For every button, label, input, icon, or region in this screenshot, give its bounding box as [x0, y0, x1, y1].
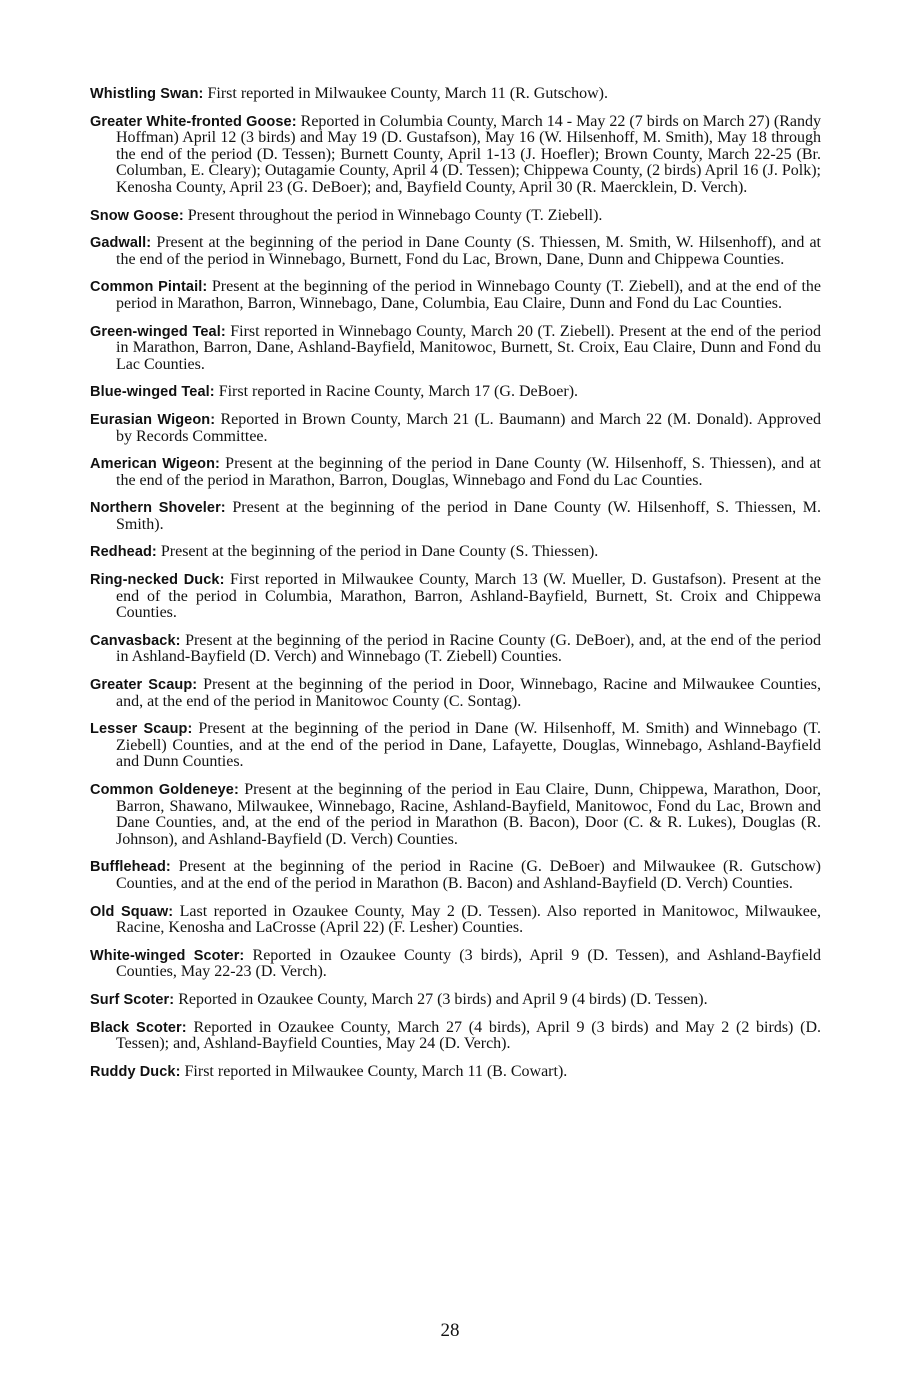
- species-text: Reported in Columbia County, March 14 - May 22 (7 birds on March 27) (Randy Hoffman) April 12 (3 birds) and May 19 (D. Gustafson), May 16 (W. Hilsenhoff, M. Smith), May 18 through the end of the period (D. Tessen); Burnett County, April 1-13 (J. Hoefler); Brown County, March 22-25 (Br. Columban, E. Cleary); Outagamie County, April 4 (D. Tessen); Chippewa County, (2 birds) April 16 (J. Polk); Kenosha County, April 23 (G. DeBoer); and, Bayfield County, April 30 (R. Maercklein, D. Verch).: [116, 112, 821, 196]
- species-entry: [90, 948, 821, 981]
- species-name: Old Squaw:: [90, 903, 174, 920]
- species-entry: [90, 544, 821, 561]
- species-name: American Wigeon:: [90, 456, 220, 473]
- species-name: Greater White-fronted Goose:: [90, 113, 297, 130]
- page-body: [90, 86, 821, 1091]
- species-text: Reported in Brown County, March 21 (L. Baumann) and March 22 (M. Donald). Approved by Records Committee.: [116, 410, 821, 445]
- species-text: Reported in Ozaukee County, March 27 (4 birds), April 9 (3 birds) and May 2 (2 birds) (D. Tessen); and, Ashland-Bayfield Counties, May 24 (D. Verch).: [116, 1018, 821, 1053]
- species-entry: [90, 721, 821, 771]
- species-text: First reported in Milwaukee County, March 11 (R. Gutschow).: [203, 85, 608, 102]
- species-name: Blue-winged Teal:: [90, 384, 215, 401]
- species-name: Redhead:: [90, 544, 157, 561]
- page-number: 28: [440, 1320, 460, 1341]
- species-entry: [90, 412, 821, 445]
- species-entry: [90, 456, 821, 489]
- species-name: Gadwall:: [90, 235, 152, 252]
- species-entry: [90, 572, 821, 622]
- species-entry: [90, 324, 821, 374]
- species-name: Common Pintail:: [90, 279, 208, 296]
- species-name: Ruddy Duck:: [90, 1063, 181, 1080]
- species-entry: [90, 279, 821, 312]
- species-text: Present at the beginning of the period in Door, Winnebago, Racine and Milwaukee Counties, and, at the end of the period in Manitowoc County (C. Sontag).: [116, 676, 821, 710]
- species-name: Eurasian Wigeon:: [90, 411, 216, 428]
- species-text: First reported in Milwaukee County, March 11 (B. Cowart).: [180, 1062, 568, 1080]
- species-text: First reported in Racine County, March 17 (G. DeBoer).: [214, 383, 579, 401]
- species-entry: [90, 500, 821, 533]
- species-entry: [90, 992, 821, 1009]
- species-entry: [90, 235, 821, 268]
- species-entry: [90, 114, 821, 197]
- species-text: Present at the beginning of the period in Dane County (W. Hilsenhoff, S. Thiessen, M. Smith).: [116, 499, 821, 533]
- species-name: Lesser Scaup:: [90, 721, 193, 738]
- species-name: Black Scoter:: [90, 1019, 187, 1036]
- species-name: Greater Scaup:: [90, 677, 198, 694]
- species-name: Ring-necked Duck:: [90, 572, 225, 589]
- species-name: White-winged Scoter:: [90, 947, 245, 964]
- species-text: Present at the beginning of the period in Racine County (G. DeBoer), and, at the end of the period in Ashland-Bayfield (D. Verch) and Winnebago (T. Ziebell) Counties.: [116, 631, 821, 666]
- species-name: Green-winged Teal:: [90, 323, 226, 340]
- species-entry: [90, 859, 821, 892]
- species-text: Present at the beginning of the period in Dane (W. Hilsenhoff, M. Smith) and Winnebago (T. Ziebell) Counties, and at the end of the period in Dane, Lafayette, Douglas, Winnebago, Ashland-Bayfield and Dunn Counties.: [116, 720, 821, 771]
- species-text: First reported in Milwaukee County, March 13 (W. Mueller, D. Gustafson). Present at the end of the period in Columbia, Marathon, Barron, Ashland-Bayfield, Burnett, St. Croix and Chippewa Counties.: [116, 571, 822, 622]
- species-text: Present at the beginning of the period in Dane County (W. Hilsenhoff, S. Thiessen), and at the end of the period in Marathon, Barron, Douglas, Winnebago and Fond du Lac Counties.: [116, 455, 821, 489]
- species-text: Present at the beginning of the period in Racine (G. DeBoer) and Milwaukee (R. Gutschow) Counties, and at the end of the period in Marathon (B. Bacon) and Ashland-Bayfield (D. Verch) Counties.: [116, 858, 821, 892]
- species-entry: [90, 904, 821, 937]
- species-name: Snow Goose:: [90, 207, 184, 224]
- species-text: Present at the beginning of the period in Dane County (S. Thiessen).: [156, 543, 599, 561]
- species-entry: [90, 677, 821, 710]
- species-entry: [90, 633, 821, 666]
- species-entry: [90, 1020, 821, 1053]
- species-text: Last reported in Ozaukee County, May 2 (D. Tessen). Also reported in Manitowoc, Milwaukee, Racine, Kenosha and LaCrosse (April 22) (F. Lesher) Counties.: [116, 902, 822, 937]
- species-name: Canvasback:: [90, 632, 181, 649]
- species-name: Common Goldeneye:: [90, 782, 239, 798]
- species-text: Present at the beginning of the period in Dane County (S. Thiessen, M. Smith, W. Hilsenhoff), and at the end of the period in Winnebago, Burnett, Fond du Lac, Brown, Dane, Dunn and Chippewa Counties.: [116, 234, 821, 268]
- species-text: First reported in Winnebago County, March 20 (T. Ziebell). Present at the end of the period in Marathon, Barron, Dane, Ashland-Bayfield, Manitowoc, Burnett, St. Croix, Eau Claire, Dunn and Fond du Lac Counties.: [116, 322, 821, 373]
- species-text: Present at the beginning of the period in Eau Claire, Dunn, Chippewa, Marathon, Door, Barron, Shawano, Milwaukee, Winnebago, Racine, Ashland-Bayfield, Manitowoc, Fond du Lac, Brown and Dane Counties, and, at the end of the period in Marathon (B. Bacon), Door (C. & R. Lukes), Douglas (R. Johnson), and Ashland-Bayfield (D. Verch) Counties.: [116, 781, 821, 848]
- species-text: Present throughout the period in Winnebago County (T. Ziebell).: [183, 206, 603, 224]
- species-entry: [90, 1064, 821, 1081]
- species-text: Reported in Ozaukee County, March 27 (3 birds) and April 9 (4 birds) (D. Tessen).: [174, 990, 708, 1008]
- species-text: Reported in Ozaukee County (3 birds), April 9 (D. Tessen), and Ashland-Bayfield Counties, May 22-23 (D. Verch).: [116, 946, 821, 981]
- species-name: Whistling Swan:: [90, 86, 204, 102]
- species-name: Surf Scoter:: [90, 991, 175, 1008]
- species-name: Bufflehead:: [90, 859, 171, 876]
- species-text: Present at the beginning of the period in Winnebago County (T. Ziebell), and at the end of the period in Marathon, Barron, Winnebago, Dane, Columbia, Eau Claire, Dunn and Fond du Lac Counties.: [116, 278, 822, 312]
- species-entry: [90, 208, 821, 225]
- species-entry: [90, 782, 821, 848]
- species-entry: [90, 384, 821, 401]
- species-name: Northern Shoveler:: [90, 500, 226, 517]
- species-entry: [90, 86, 821, 103]
